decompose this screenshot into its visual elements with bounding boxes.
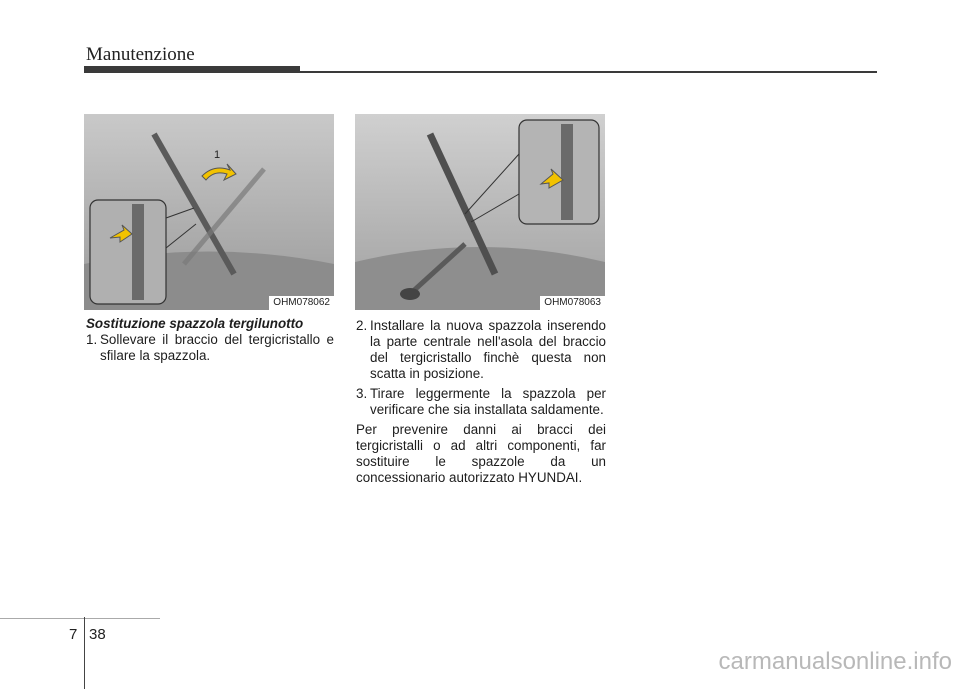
step-item [356, 318, 606, 382]
left-text-column [86, 316, 334, 364]
step-number: 2. [356, 318, 368, 333]
step-item [86, 332, 334, 364]
chapter-number: 7 [69, 626, 78, 643]
step-item [356, 386, 606, 418]
figure-install-blade [355, 114, 605, 310]
step-text: Tirare leggermente la spazzola per verificare che sia installata saldamente. [370, 386, 606, 417]
step-number: 3. [356, 386, 368, 401]
page-header-title: Manutenzione [86, 44, 195, 65]
footer-rule [0, 618, 160, 619]
arrow-label-1: 1 [214, 149, 221, 161]
watermark: carmanualsonline.info [718, 648, 952, 675]
step-text: Installare la nuova spazzola inserendo la parte centrale nell'asola del braccio del tergicristallo finchè questa non scatta in posizione. [370, 318, 606, 381]
figure-caption: OHM078063 [540, 296, 605, 310]
right-text-column [356, 318, 606, 486]
figure-remove-blade-illustration [84, 114, 334, 310]
note-paragraph: Per prevenire danni ai bracci dei tergicristalli o ad altri componenti, far sostituire le spazzole da un concessionario autorizzato HYUNDAI. [356, 422, 606, 485]
section-subheading: Sostituzione spazzola tergilunotto [86, 316, 304, 331]
figure-install-blade-illustration [355, 114, 605, 310]
step-number: 1. [86, 332, 98, 347]
header-rule-thin [300, 71, 877, 73]
page-number: 38 [89, 626, 106, 643]
step-text: Sollevare il braccio del tergicristallo e sfilare la spazzola. [100, 332, 334, 363]
header-rule-thick [84, 66, 300, 73]
footer-divider [84, 617, 85, 689]
figure-caption: OHM078062 [269, 296, 334, 310]
figure-remove-blade [84, 114, 334, 310]
